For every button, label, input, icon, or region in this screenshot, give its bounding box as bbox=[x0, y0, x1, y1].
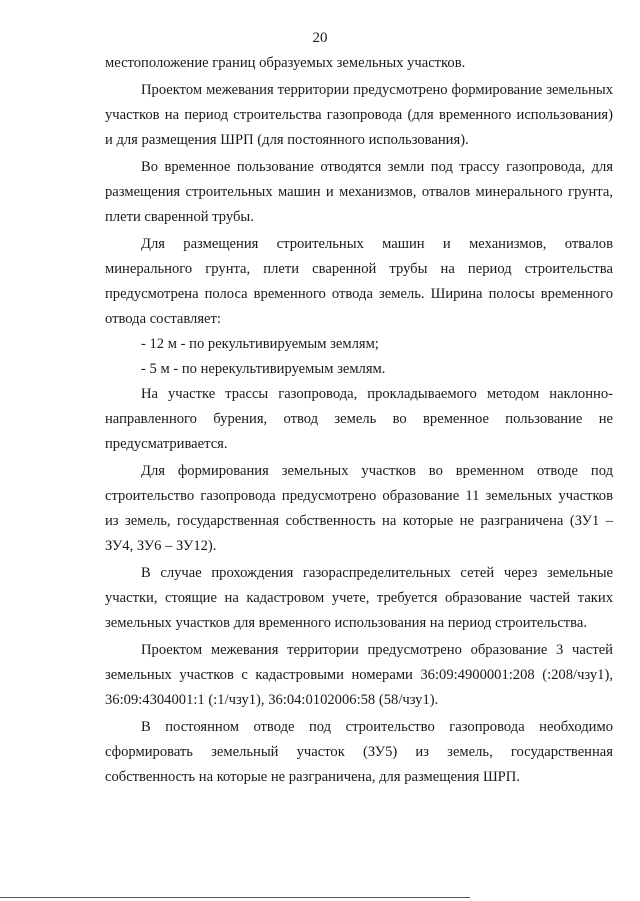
paragraph-temporary-use: Во временное пользование отводятся земли под трассу газопровода, для размещения строительных машин и механизмов, отвалов минерального грунта, плети сваренной трубы. bbox=[105, 159, 613, 225]
paragraph-cadastral-numbers: Проектом межевания территории предусмотрено образование 3 частей земельных участков с кадастровыми номерами 36:09:4900001:208 (:208/чзу1), 36:09:4304001:1 (:1/чзу1), 36:04:0102006:58 (58/чзу1). bbox=[105, 642, 613, 708]
paragraph-cadastral-parts: В случае прохождения газораспределительных сетей через земельные участки, стоящие на кадастровом учете, требуется образование частей таких земельных участков для временного использования на период строительства. bbox=[105, 565, 613, 631]
list-item-recultivated: - 12 м - по рекультивируемым землям; bbox=[141, 336, 379, 352]
document-body bbox=[105, 51, 613, 790]
paragraph-permanent-allotment: В постоянном отводе под строительство газопровода необходимо сформировать земельный участок (ЗУ5) из земель, государственная собственность на которые не разграничена, для размещения ШРП. bbox=[105, 719, 613, 785]
list-item-non-recultivated: - 5 м - по нерекультивируемым землям. bbox=[141, 361, 386, 377]
paragraph-land-formation: Для формирования земельных участков во временном отводе под строительство газопровода предусмотрено образование 11 земельных участков из земель, государственная собственность на которые не разграничена (ЗУ1 – ЗУ4, ЗУ6 – ЗУ12). bbox=[105, 463, 613, 554]
page-number: 20 bbox=[312, 30, 328, 46]
paragraph-continuation: местоположение границ образуемых земельных участков. bbox=[105, 55, 466, 71]
paragraph-allotment-strip: Для размещения строительных машин и механизмов, отвалов минерального грунта, плети сваренной трубы на период строительства предусмотрена полоса временного отвода земель. Ширина полосы временного отвода составляет: bbox=[105, 236, 613, 327]
page-bottom-rule bbox=[0, 897, 470, 898]
paragraph-survey-project: Проектом межевания территории предусмотрено формирование земельных участков на период строительства газопровода (для временного использования) и для размещения ШРП (для постоянного использования). bbox=[105, 82, 613, 148]
paragraph-directional-drilling: На участке трассы газопровода, прокладываемого методом наклонно-направленного бурения, отвод земель во временное пользование не предусматривается. bbox=[105, 386, 613, 452]
